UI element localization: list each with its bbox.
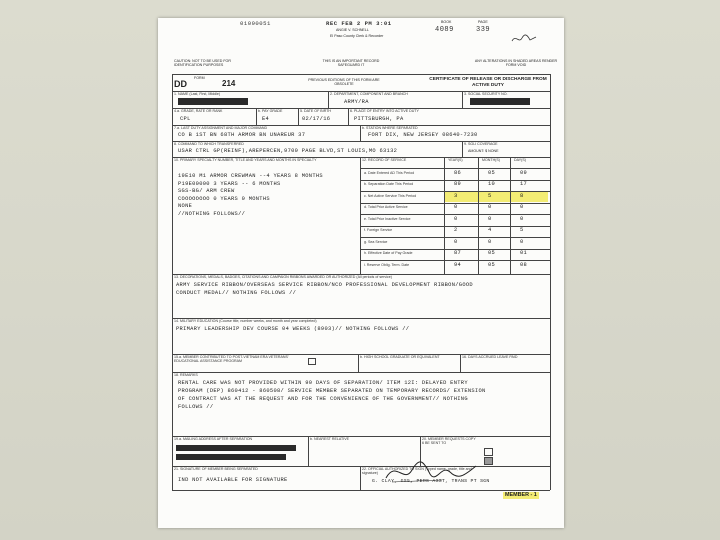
service-row-years: 3 — [454, 192, 458, 199]
dd-label: DD — [174, 79, 187, 89]
address-redaction-1 — [176, 445, 296, 451]
col-months: MONTH(S) — [482, 158, 500, 162]
leave-paid-label: 16. DAYS ACCRUED LEAVE PAID — [462, 355, 518, 359]
service-row-years: 0 — [454, 204, 458, 210]
service-row-months: 0 — [488, 215, 492, 222]
copy6-label: 20. MEMBER REQUESTS COPY 6 BE SENT TO — [422, 437, 476, 445]
service-row-days: 01 — [520, 250, 528, 256]
command-transferred-label: 8. COMMAND TO WHICH TRANSFERRED — [174, 142, 244, 146]
specialty-line: //NOTHING FOLLOWS// — [178, 210, 246, 217]
service-row-days: 0 — [520, 204, 524, 210]
col-years: YEAR(S) — [448, 158, 463, 162]
service-row-years: 0 — [454, 215, 458, 222]
book-label: BOOK — [441, 20, 452, 24]
specialty-line: 19E10 M1 ARMOR CREWMAN --4 YEARS 8 MONTHS — [178, 173, 323, 179]
service-row-label: d. Total Prior Active Service — [364, 205, 408, 209]
service-row-days: 5 — [520, 227, 524, 233]
service-row-days: 09 — [520, 169, 528, 176]
last-duty-label: 7.a. LAST DUTY ASSIGNMENT AND MAJOR COMMAND — [174, 126, 268, 130]
service-row-months: 05 — [488, 169, 496, 176]
service-row-years: 89 — [454, 181, 462, 187]
service-row-months: 5 — [488, 192, 492, 199]
dob-label: 5. DATE OF BIRTH — [300, 109, 332, 113]
station-value: FORT DIX, NEW JERSEY 08640-7230 — [368, 132, 478, 138]
col-days: DAY(S) — [514, 158, 526, 162]
net-service-highlight — [444, 192, 548, 202]
decorations-line-2: CONDUCT MEDAL// NOTHING FOLLOWS // — [176, 290, 297, 296]
service-row-days: 08 — [520, 261, 528, 268]
sgli-label: 9. SGLI COVERAGE — [464, 142, 498, 146]
address-redaction-2 — [176, 454, 286, 460]
previous-editions-note: PREVIOUS EDITIONS OF THIS FORM ARE OBSOLETE — [308, 78, 380, 86]
veap-label: 15.a. MEMBER CONTRIBUTED TO POST-VIETNAM ERA VETERANS' EDUCATIONAL ASSISTANCE PROGRAM — [174, 355, 289, 363]
name-label: 1. NAME (Last, First, Middle) — [174, 92, 221, 96]
service-row-label: a. Date Entered AD This Period — [364, 170, 415, 175]
service-row-months: 10 — [488, 181, 496, 187]
page-value: 339 — [476, 26, 491, 34]
dob-value: 02/17/16 — [302, 116, 331, 122]
service-row-years: 0 — [454, 238, 458, 245]
grade-value: CPL — [180, 116, 191, 122]
service-row-days: 0 — [520, 215, 524, 222]
name-redaction — [178, 98, 248, 105]
service-row-months: 4 — [488, 227, 492, 233]
service-row-label: b. Separation Date This Period — [364, 182, 414, 186]
department-value: ARMY/RA — [344, 99, 369, 105]
service-row-label: i. Reserve Oblig. Term. Date — [364, 262, 410, 267]
certificate-title: CERTIFICATE OF RELEASE OR DISCHARGE FROM ACTIVE DUTY — [429, 77, 547, 88]
dd214-document — [158, 18, 564, 528]
service-row-label: h. Effective Date of Pay Grade — [364, 251, 413, 255]
command-transferred-value: USAR CTRL GP(REINF),AREPERCEN,9700 PAGE BLVD,ST LOUIS,MO 63132 — [178, 148, 398, 154]
last-duty-value: CO B 1ST BN 68TH ARMOR BN UNAREUR 37 — [178, 132, 306, 138]
service-row-label: e. Total Prior Inactive Service — [364, 216, 411, 221]
copy6-checkbox — [484, 448, 493, 456]
specialty-label: 10. PRIMARY SPECIALTY NUMBER, TITLE AND YEARS AND MONTHS IN SPECIALTY — [174, 158, 317, 162]
military-education-value: PRIMARY LEADERSHIP DEV COURSE 04 WEEKS (8903)// NOTHING FOLLOWS // — [176, 326, 410, 332]
form-label: FORM — [194, 76, 205, 80]
page-label: PAGE — [478, 20, 488, 24]
county-line: El Paso County Clerk & Recorder — [330, 34, 384, 38]
station-label: b. STATION WHERE SEPARATED — [362, 126, 418, 130]
place-of-entry-label: 6. PLACE OF ENTRY INTO ACTIVE DUTY — [350, 109, 419, 113]
record-of-service-label: 12. RECORD OF SERVICE — [362, 158, 407, 162]
initials-signature — [510, 32, 538, 46]
service-row-label: f. Foreign Service — [364, 228, 393, 232]
recorder-name: ANGIE V. SCHNELL — [336, 28, 369, 32]
service-row-months: 05 — [488, 261, 496, 268]
sgli-value: AMOUNT: $ NONE — [468, 149, 499, 153]
service-row-label: c. Net Active Service This Period — [364, 193, 417, 198]
service-row-months: 0 — [488, 238, 492, 245]
service-row-years: 94 — [454, 261, 462, 268]
caution-note: CAUTION: NOT TO BE USED FOR IDENTIFICATION PURPOSES — [174, 59, 231, 67]
hs-grad-label: b. HIGH SCHOOL GRADUATE OR EQUIVALENT — [360, 355, 440, 359]
service-row-days: 17 — [520, 181, 528, 187]
remarks-label: 18. REMARKS — [174, 373, 198, 377]
member-signature-value: IND NOT AVAILABLE FOR SIGNATURE — [178, 477, 288, 483]
nearest-relative-label: b. NEAREST RELATIVE — [310, 437, 350, 441]
remarks-line-1: RENTAL CARE WAS NOT PROVIDED WITHIN 90 DAYS OF SEPARATION/ ITEM 12I: DELAYED ENTRY — [178, 380, 468, 386]
remarks-line-4: FOLLOWS // — [178, 404, 214, 410]
pay-grade-label: b. PAY GRADE — [258, 109, 283, 113]
official-value: G. CLAY, GS5, PERS ASST, TRANS PT SGN — [372, 479, 490, 484]
important-record-note: THIS IS AN IMPORTANT RECORD SAFEGUARD IT — [322, 59, 380, 67]
official-label: 22. OFFICIAL AUTHORIZED TO SIGN (Typed name, grade, title and signature) — [362, 467, 472, 475]
place-of-entry-value: PITTSBURGH, PA — [354, 116, 404, 122]
book-value: 4089 — [435, 26, 454, 34]
copy6-checkbox-checked — [484, 457, 493, 465]
pay-grade-value: E4 — [262, 116, 270, 122]
military-education-label: 14. MILITARY EDUCATION (Course title, number weeks, and month and year completed) — [174, 319, 317, 323]
serial-stamp: 01090051 — [240, 20, 271, 27]
specialty-line: SGS-BG/ ARM CREW — [178, 188, 235, 194]
service-row-years: 2 — [454, 227, 458, 233]
form-number: 214 — [222, 79, 236, 88]
service-row-days: 0 — [520, 238, 524, 245]
specialty-line: P19E00000 3 YEARS -- 6 MONTHS — [178, 180, 281, 187]
service-row-label: g. Sea Service — [364, 239, 388, 244]
service-row-years: 87 — [454, 250, 462, 256]
mailing-address-label: 19.a. MAILING ADDRESS AFTER SEPARATION — [174, 437, 253, 441]
shaded-areas-note: ANY ALTERATIONS IN SHADED AREAS RENDER FORM VOID — [474, 59, 558, 67]
member-copy-label: MEMBER - 1 — [505, 492, 537, 498]
service-row-days: 8 — [520, 192, 524, 199]
department-label: 2. DEPARTMENT, COMPONENT AND BRANCH — [330, 92, 408, 96]
service-row-years: 86 — [454, 169, 462, 176]
grade-label: 4.a. GRADE, RATE OR RANK — [174, 109, 223, 113]
decorations-line-1: ARMY SERVICE RIBBON/OVERSEAS SERVICE RIBBON/NCO PROFESSIONAL DEVELOPMENT RIBBON/GOOD — [176, 282, 473, 288]
remarks-line-3: OF CONTRACT WAS AT THE REQUEST AND FOR THE CONVENIENCE OF THE GOVERNMENT// NOTHING — [178, 396, 468, 402]
specialty-line: COOOOOOOO 0 YEARS 0 MONTHS — [178, 195, 270, 202]
decorations-label: 13. DECORATIONS, MEDALS, BADGES, CITATIONS AND CAMPAIGN RIBBONS AWARDED OR AUTHORIZED (All periods of service) — [174, 275, 392, 279]
ssn-label: 3. SOCIAL SECURITY NO. — [464, 92, 508, 96]
ssn-redaction — [470, 98, 530, 105]
recorded-stamp: REC FEB 2 PM 3:01 — [326, 20, 392, 27]
service-row-months: 0 — [488, 204, 492, 210]
specialty-line: NONE — [178, 203, 193, 209]
service-row-months: 05 — [488, 250, 496, 256]
remarks-line-2: PROGRAM (DEP) 860412 - 860508/ SERVICE MEMBER SEPARATED ON TEMPORARY RECORDS/ EXTENSION — [178, 388, 486, 394]
member-signature-label: 21. SIGNATURE OF MEMBER BEING SEPARATED — [174, 467, 258, 471]
